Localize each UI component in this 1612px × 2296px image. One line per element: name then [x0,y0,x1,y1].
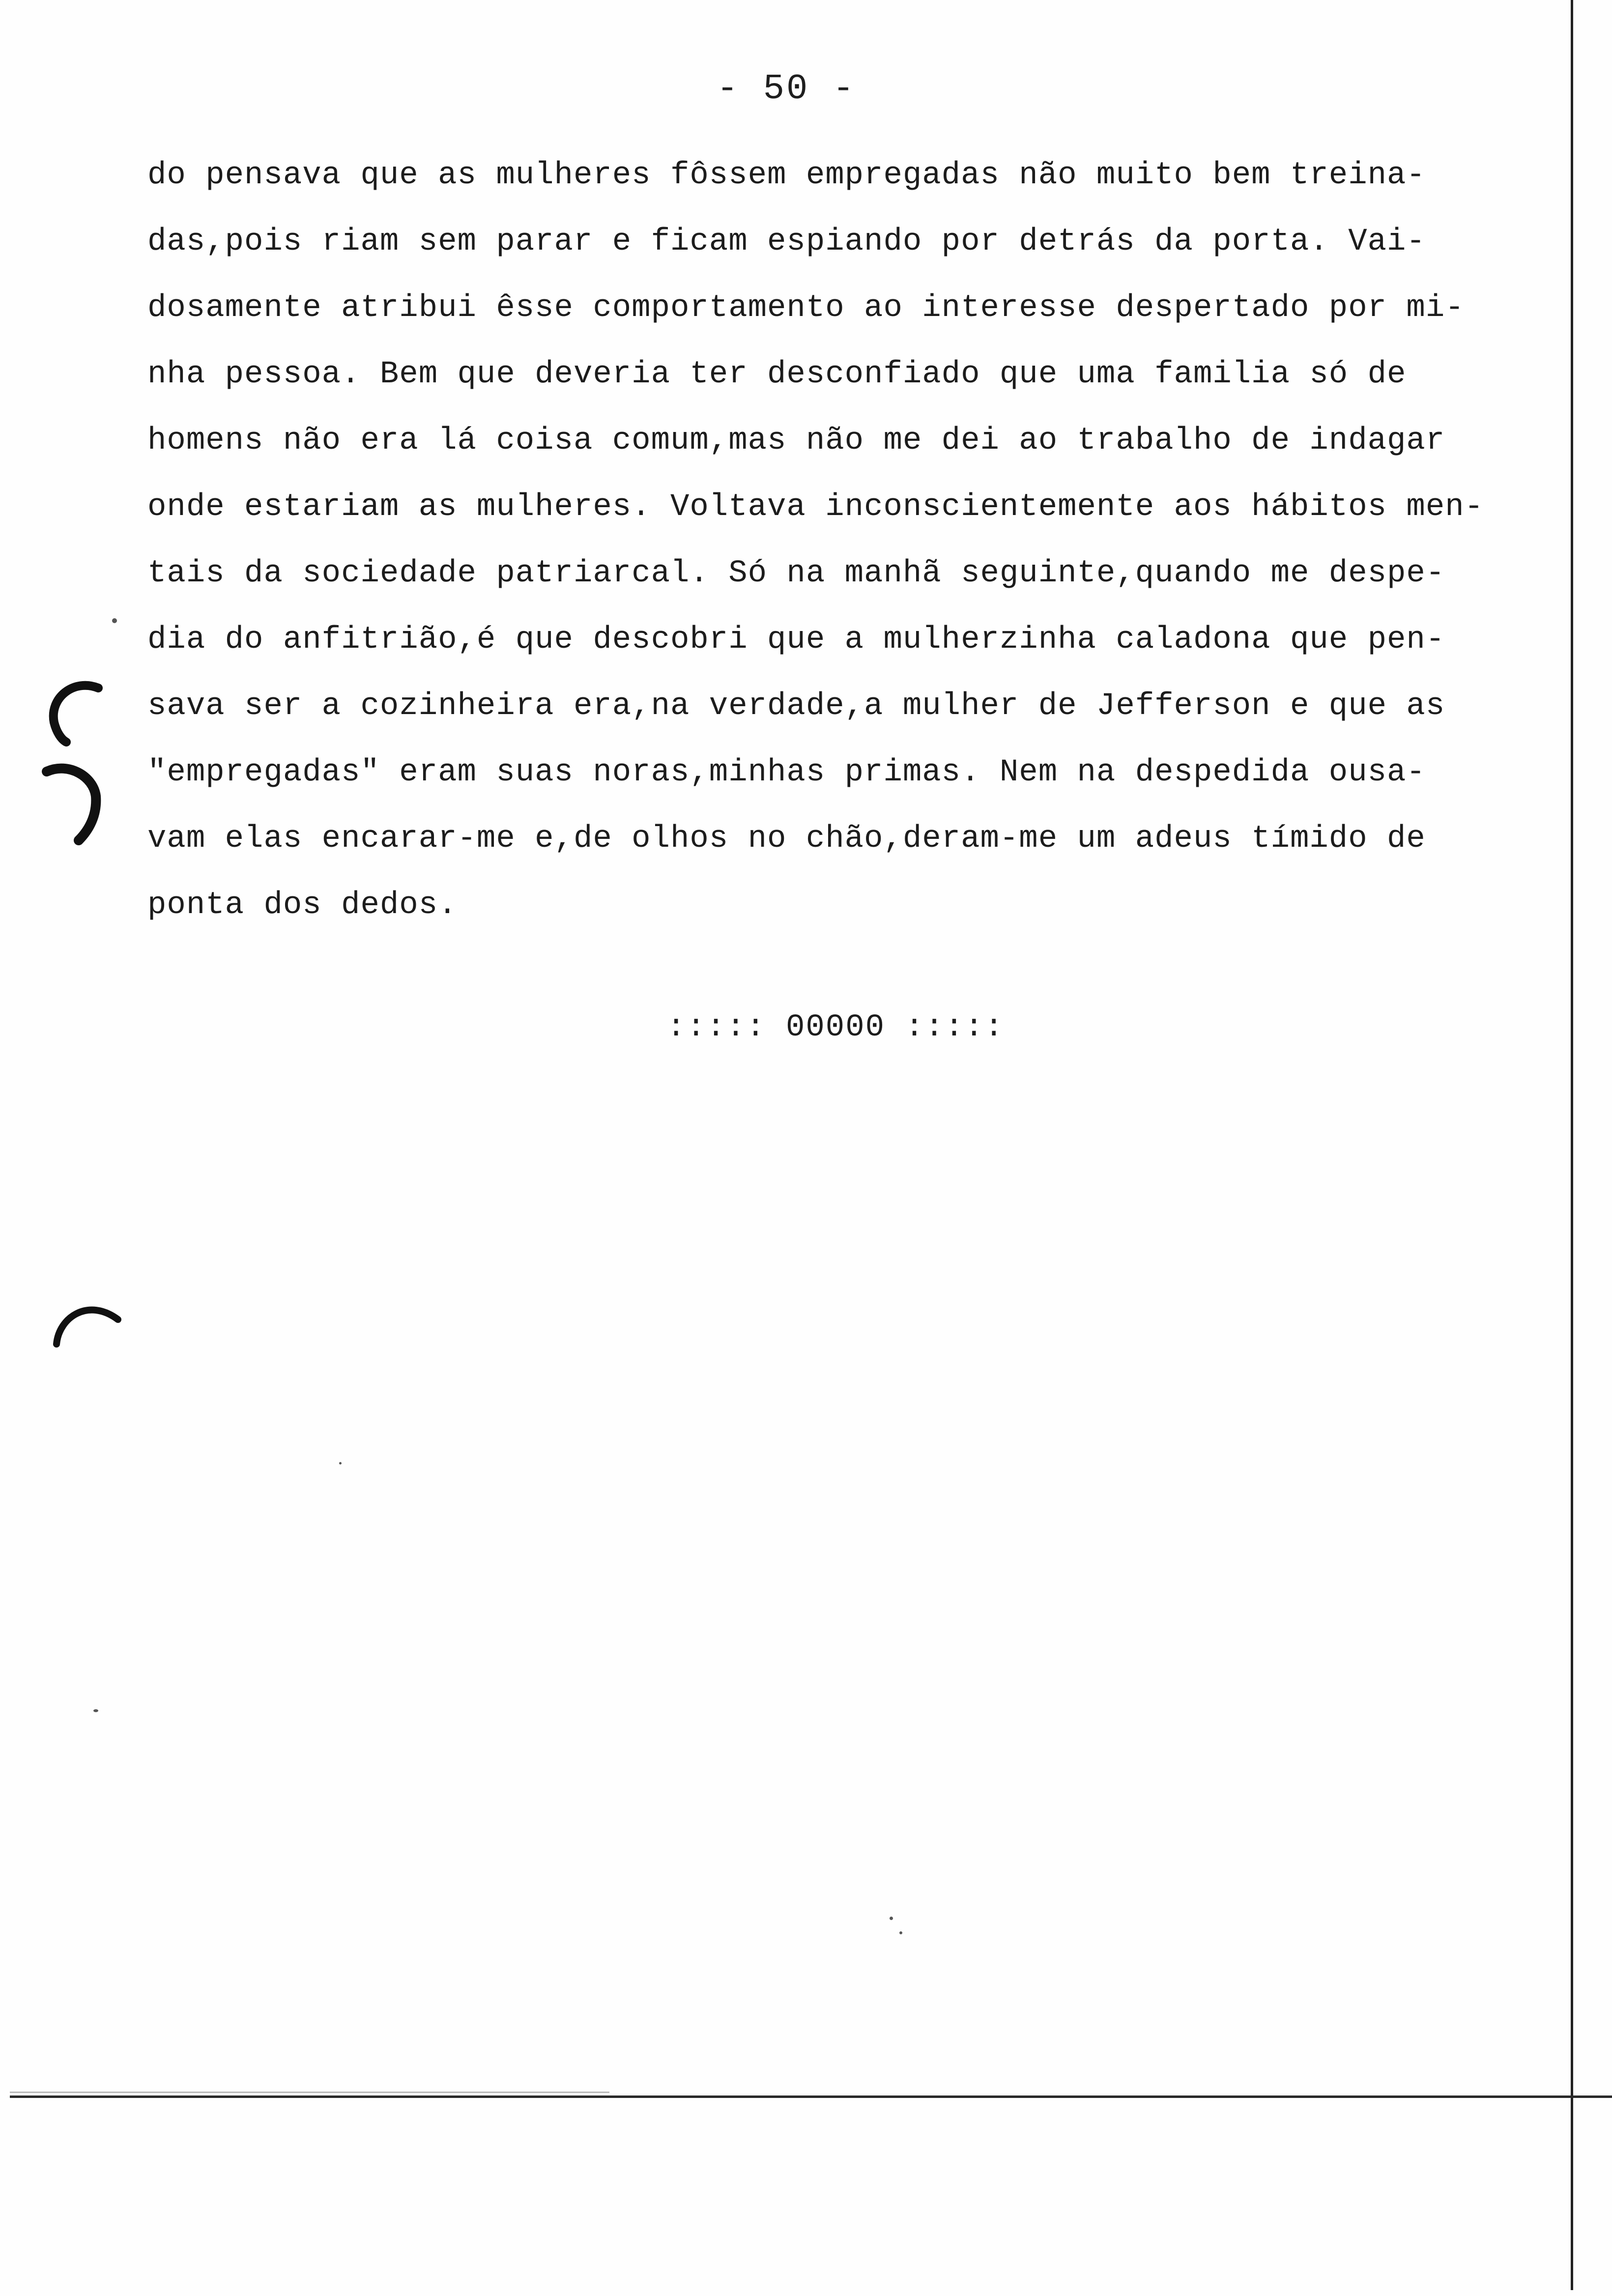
binder-hole-mark-middle [39,757,118,845]
text-line: vam elas encarar-me e,de olhos no chão,deram-me um adeus tímido de [147,821,1426,857]
text-line: "empregadas" eram suas noras,minhas primas. Nem na despedida ousa- [147,755,1426,790]
text-line: dia do anfitrião,é que descobri que a mulherzinha caladona que pen- [147,622,1445,658]
end-of-section-mark: ::::: 00000 ::::: [666,1010,1005,1045]
body-text [147,143,1524,939]
right-margin-rule [1571,0,1573,2290]
text-line: dosamente atribui êsse comportamento ao interesse despertado por mi- [147,290,1465,326]
scan-speck [890,1917,893,1920]
scan-speck [339,1462,342,1464]
text-line: sava ser a cozinheira era,na verdade,a mulher de Jefferson e que as [147,689,1445,724]
scan-speck [899,1931,902,1934]
binder-hole-mark-top [39,678,113,747]
text-line: das,pois riam sem parar e ficam espiando por detrás da porta. Vai- [147,224,1426,259]
text-line: homens não era lá coisa comum,mas não me dei ao trabalho de indagar [147,423,1445,459]
scan-speck [93,1709,98,1712]
bottom-rule-faint [10,2092,609,2093]
page-number: - 50 - [717,69,856,109]
binder-hole-mark-bottom [49,1297,128,1351]
text-line: ponta dos dedos. [147,888,458,923]
text-line: do pensava que as mulheres fôssem empregadas não muito bem treina- [147,158,1426,193]
text-line: tais da sociedade patriarcal. Só na manhã seguinte,quando me despe- [147,556,1445,591]
text-line: nha pessoa. Bem que deveria ter desconfiado que uma familia só de [147,357,1407,392]
bottom-margin-rule [10,2095,1612,2098]
scan-speck [112,618,117,623]
text-line: onde estariam as mulheres. Voltava inconscientemente aos hábitos men- [147,489,1484,525]
